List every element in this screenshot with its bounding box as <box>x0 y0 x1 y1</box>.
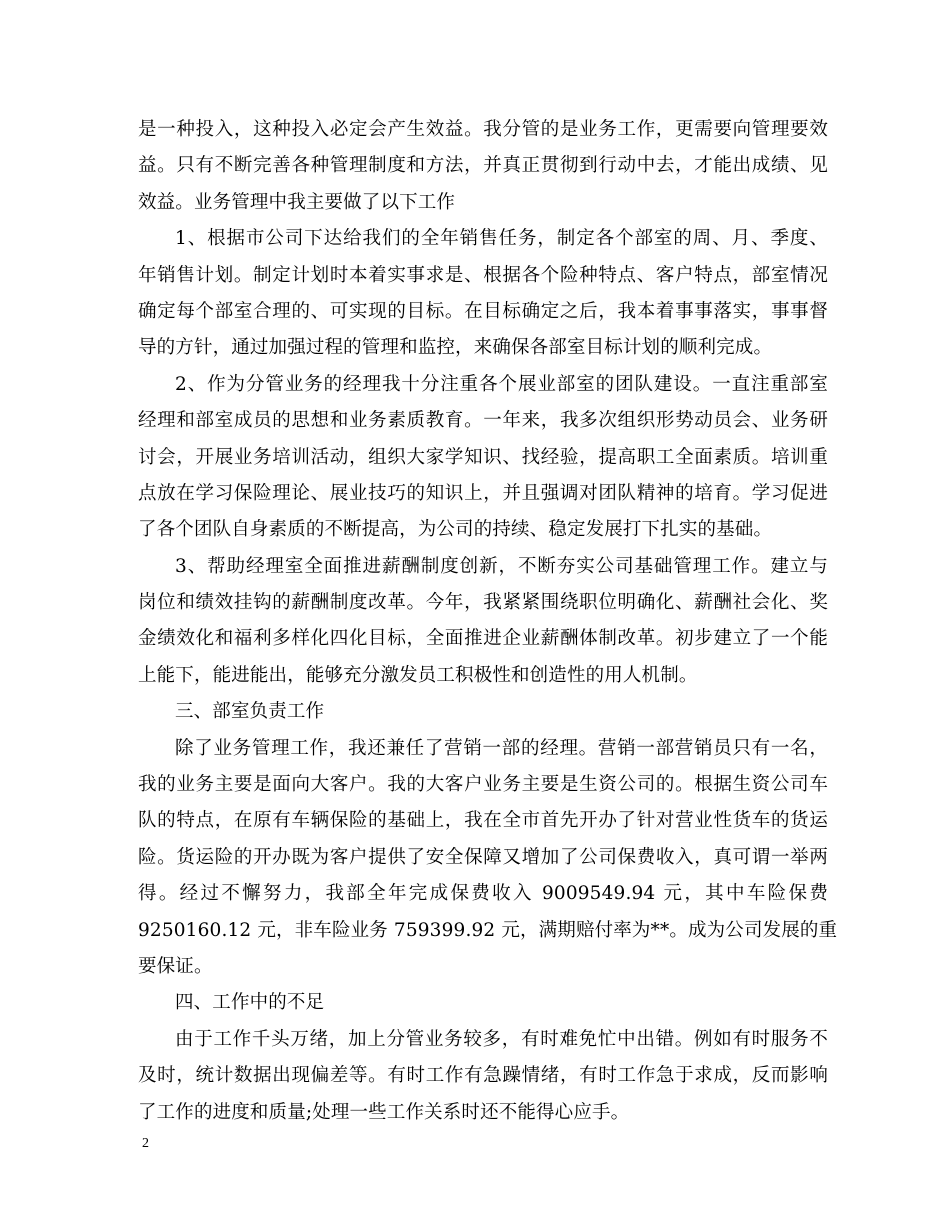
paragraph <box>138 731 838 986</box>
text-line: 经理和部室成员的思想和业务素质教育。一年来，我多次组织形势动员会、业务研 <box>138 410 828 432</box>
text-line: 2、作为分管业务的经理我十分注重各个展业部室的团队建设。一直注重部室 <box>175 373 828 395</box>
text-line: 点放在学习保险理论、展业技巧的知识上，并且强调对团队精神的培育。学习促进 <box>138 482 828 504</box>
text-line: 讨会，开展业务培训活动，组织大家学知识、找经验，提高职工全面素质。培训重 <box>138 446 828 468</box>
text-line: 岗位和绩效挂钩的薪酬制度改革。今年，我紧紧围绕职位明确化、薪酬社会化、奖 <box>138 592 828 614</box>
paragraph <box>138 367 828 549</box>
document-body <box>138 112 838 1131</box>
text-line: 3、帮助经理室全面推进薪酬制度创新，不断夯实公司基础管理工作。建立与 <box>175 555 828 577</box>
text-line: 得。经过不懈努力，我部全年完成保费收入 9009549.94 元，其中车险保费 <box>138 883 828 905</box>
text-line: 年销售计划。制定计划时本着实事求是、根据各个险种特点、客户特点，部室情况 <box>138 264 828 286</box>
paragraph <box>138 1022 828 1131</box>
text-line: 了各个团队自身素质的不断提高，为公司的持续、稳定发展打下扎实的基础。 <box>138 519 773 541</box>
paragraph <box>138 694 828 730</box>
page-number: 2 <box>142 1136 149 1151</box>
text-line: 9250160.12 元，非车险业务 759399.92 元，满期赔付率为**。成为公司发展的重 <box>138 919 838 941</box>
text-line: 导的方针，通过加强过程的管理和监控，来确保各部室目标计划的顺利完成。 <box>138 337 773 359</box>
text-line: 1、根据市公司下达给我们的全年销售任务，制定各个部室的周、月、季度、 <box>175 228 828 250</box>
text-line: 了工作的进度和质量;处理一些工作关系时还不能得心应手。 <box>138 1101 630 1123</box>
text-line: 效益。业务管理中我主要做了以下工作 <box>138 191 456 213</box>
paragraph <box>138 221 828 367</box>
text-line: 及时，统计数据出现偏差等。有时工作有急躁情绪，有时工作急于求成，反而影响 <box>138 1065 828 1087</box>
paragraph <box>138 549 828 695</box>
text-line: 上能下，能进能出，能够充分激发员工积极性和创造性的用人机制。 <box>138 664 698 686</box>
text-line: 除了业务管理工作，我还兼任了营销一部的经理。营销一部营销员只有一名， <box>175 737 828 759</box>
text-line: 四、工作中的不足 <box>175 992 325 1014</box>
text-line: 金绩效化和福利多样化四化目标，全面推进企业薪酬体制改革。初步建立了一个能 <box>138 628 828 650</box>
text-line: 我的业务主要是面向大客户。我的大客户业务主要是生资公司的。根据生资公司车 <box>138 774 828 796</box>
paragraph <box>138 985 828 1021</box>
text-line: 由于工作千头万绪，加上分管业务较多，有时难免忙中出错。例如有时服务不 <box>175 1028 828 1050</box>
text-line: 益。只有不断完善各种管理制度和方法，并真正贯彻到行动中去，才能出成绩、见 <box>138 155 828 177</box>
paragraph <box>138 112 828 221</box>
text-line: 队的特点，在原有车辆保险的基础上，我在全市首先开办了针对营业性货车的货运 <box>138 810 828 832</box>
text-line: 是一种投入，这种投入必定会产生效益。我分管的是业务工作，更需要向管理要效 <box>138 119 828 140</box>
text-line: 要保证。 <box>138 955 213 977</box>
text-line: 三、部室负责工作 <box>175 701 325 723</box>
text-line: 险。货运险的开办既为客户提供了安全保障又增加了公司保费收入，真可谓一举两 <box>138 846 828 868</box>
text-line: 确定每个部室合理的、可实现的目标。在目标确定之后，我本着事事落实，事事督 <box>138 300 828 322</box>
